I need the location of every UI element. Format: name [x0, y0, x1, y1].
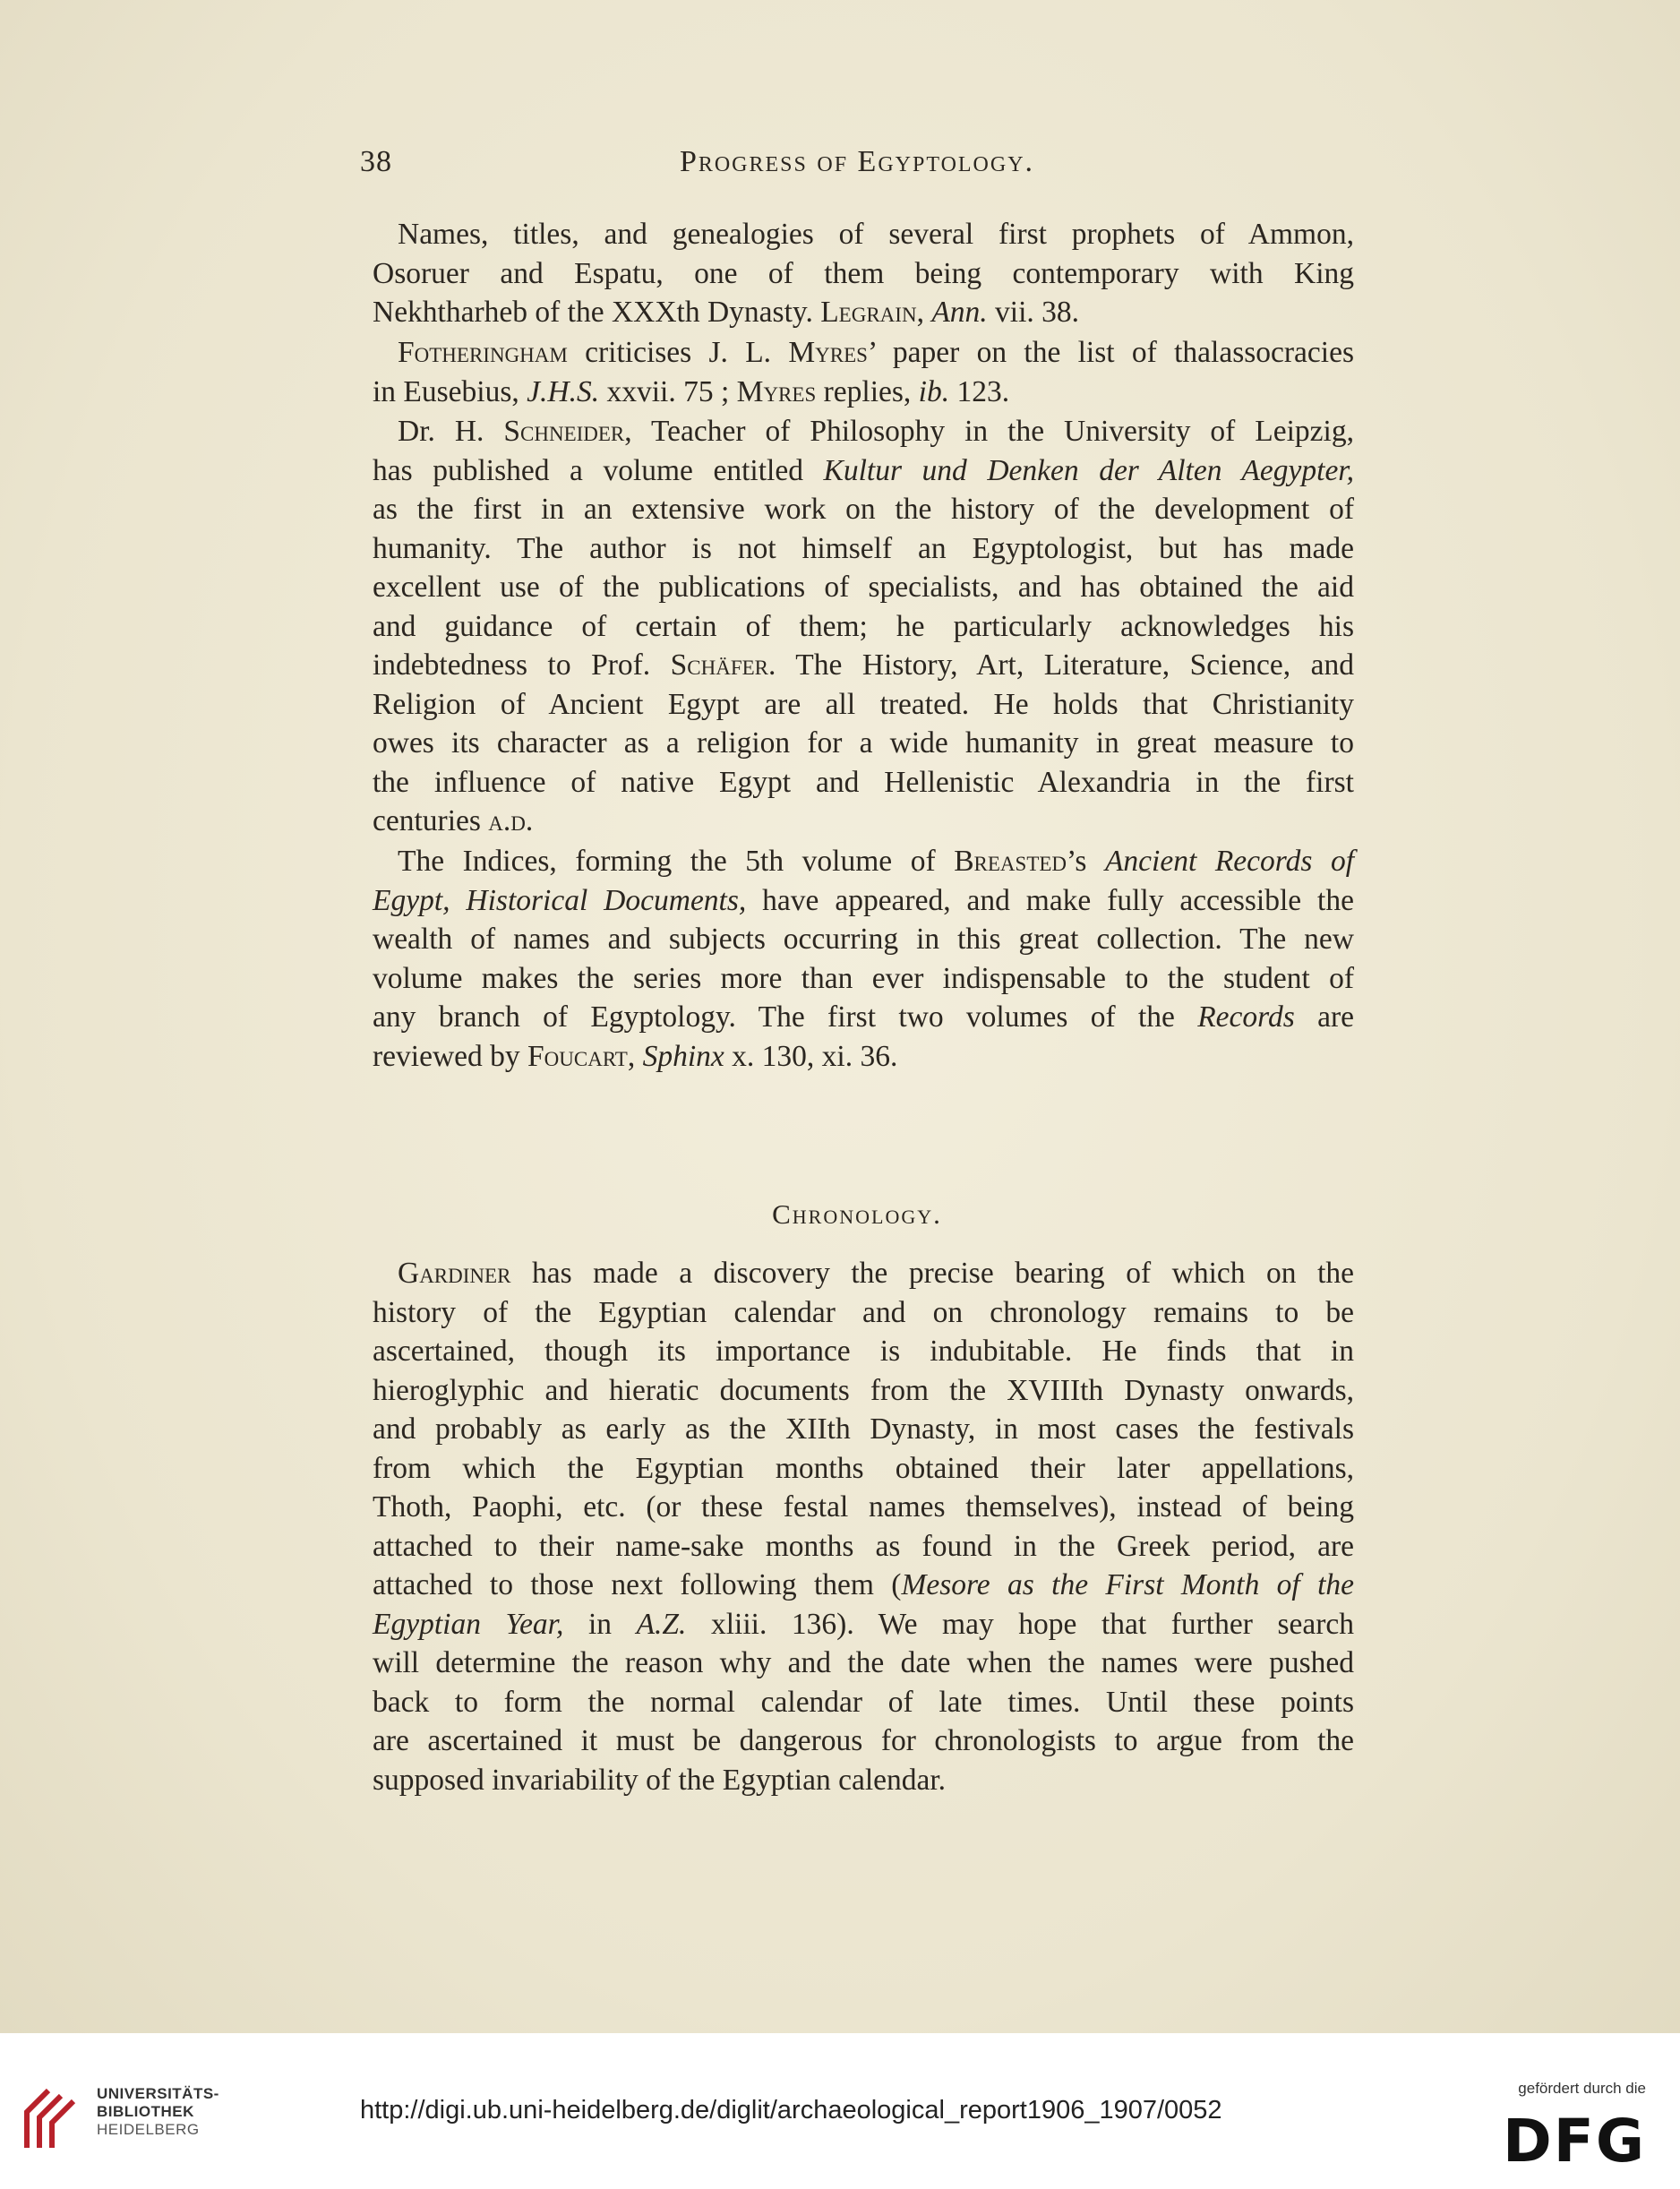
footer-bar: [0, 2033, 1680, 2189]
text-run: humanity. The author is not himself an Egyptologist, but has made: [373, 531, 1354, 565]
text-line: [373, 1566, 1354, 1605]
paragraph: [373, 333, 1354, 411]
small-caps-name: Myres: [736, 374, 817, 408]
text-run: history of the Egyptian calendar and on chronology remains to be: [373, 1295, 1354, 1329]
sponsor-label: gefördert durch die: [1518, 2080, 1646, 2097]
text-line: [373, 959, 1354, 999]
text-run: any branch of Egyptology. The first two volumes of the: [373, 1000, 1198, 1034]
text-run: ’ paper on the list of thalassocracies: [867, 336, 1354, 369]
permalink-url[interactable]: http://digi.ub.uni-heidelberg.de/diglit/archaeological_report1906_1907/0052: [360, 2096, 1222, 2125]
text-run: Thoth, Paophi, etc. (or these festal names themselves), instead of being: [373, 1490, 1354, 1524]
text-run: 123.: [949, 374, 1010, 408]
text-run: and guidance of certain of them; he particularly acknowledges his: [373, 609, 1354, 643]
text-line: [373, 646, 1354, 685]
text-run: The Indices, forming the 5th volume of: [398, 845, 955, 878]
text-run: supposed invariability of the Egyptian calendar.: [373, 1763, 947, 1797]
text-run: Religion of Ancient Egypt are all treated. He holds that Christianity: [373, 687, 1354, 721]
text-run: reviewed by: [373, 1039, 528, 1073]
text-run: Dr. H.: [398, 415, 504, 448]
text-line: [373, 1293, 1354, 1333]
text-run: ’s: [1067, 845, 1105, 878]
paragraph: [373, 412, 1354, 841]
italic-title: Ann.: [931, 296, 988, 329]
italic-title: ib.: [918, 374, 950, 408]
section-heading: Chronology.: [772, 1198, 942, 1230]
text-line: [373, 724, 1354, 763]
text-run: criticises J. L.: [567, 336, 789, 369]
library-name-line1: UNIVERSITÄTS-: [97, 2085, 219, 2102]
small-caps-name: a.d.: [488, 804, 534, 837]
text-line: [373, 254, 1354, 294]
text-run: ascertained, though its importance is indubitable. He finds that in: [373, 1335, 1354, 1368]
text-line: [373, 1037, 1354, 1077]
text-run: wealth of names and subjects occurring in this great collection. The new: [373, 923, 1354, 956]
text-run: back to form the normal calendar of late times. Until these points: [373, 1685, 1354, 1719]
text-run: Nekhtharheb of the XXXth Dynasty.: [373, 296, 821, 329]
text-line: [373, 1605, 1354, 1644]
text-run: as the first in an extensive work on the history of the development of: [373, 493, 1354, 526]
text-run: has made a discovery the precise bearing of which on the: [510, 1257, 1354, 1290]
text-run: are: [1294, 1000, 1354, 1034]
italic-title: Records: [1197, 1000, 1295, 1034]
text-run: have appeared, and make fully accessible the: [746, 883, 1354, 917]
text-run: xxvii. 75 ;: [599, 374, 737, 408]
text-line: [373, 373, 1354, 412]
text-line: [373, 998, 1354, 1037]
text-line: [373, 1721, 1354, 1761]
small-caps-name: Schäfer: [670, 648, 769, 682]
text-line: [373, 685, 1354, 725]
text-run: ,: [627, 1039, 643, 1073]
text-line: [373, 293, 1354, 332]
running-title: Progress of Egyptology.: [679, 145, 1035, 178]
text-run: excellent use of the publications of specialists, and has obtained the aid: [373, 571, 1354, 604]
small-caps-name: Myres: [788, 336, 868, 369]
text-run: in: [563, 1607, 637, 1641]
text-line: [373, 412, 1354, 451]
text-run: x. 130, xi. 36.: [724, 1039, 898, 1073]
text-line: [373, 1527, 1354, 1567]
text-run: indebtedness to Prof.: [373, 648, 671, 682]
text-line: [373, 1254, 1354, 1293]
text-run: will determine the reason why and the date when the names were pushed: [373, 1646, 1354, 1679]
text-run: from which the Egyptian months obtained their later appellations,: [373, 1451, 1354, 1485]
paragraph: [373, 842, 1354, 1076]
text-line: [373, 333, 1354, 373]
text-line: [373, 763, 1354, 803]
text-run: are ascertained it must be dangerous for chronologists to argue from the: [373, 1724, 1354, 1757]
text-line: [373, 529, 1354, 569]
small-caps-name: Gardiner: [398, 1257, 511, 1290]
page-number: 38: [360, 145, 392, 178]
text-line: [373, 1488, 1354, 1527]
text-run: ,: [916, 296, 932, 329]
text-line: [373, 215, 1354, 254]
text-run: attached to those next following them (: [373, 1568, 902, 1601]
text-line: [373, 881, 1354, 921]
university-library-logo-icon: [18, 2078, 90, 2157]
text-line: [373, 920, 1354, 959]
italic-title: Ancient Records of: [1104, 845, 1354, 878]
text-line: [373, 1761, 1354, 1800]
library-name-line3: HEIDELBERG: [97, 2121, 200, 2138]
italic-title: Kultur und Denken der Alten Aegypter,: [823, 453, 1355, 487]
text-run: centuries: [373, 804, 489, 837]
small-caps-name: Fotheringham: [398, 336, 568, 369]
paragraph: [373, 1254, 1354, 1799]
small-caps-name: Foucart: [527, 1039, 628, 1073]
italic-title: Mesore as the First Month of the: [901, 1568, 1354, 1601]
text-run: volume makes the series more than ever indispensable to the student of: [373, 961, 1354, 995]
text-run: . The History, Art, Literature, Science, and: [768, 648, 1355, 682]
small-caps-name: Legrain: [820, 296, 917, 329]
italic-title: A.Z.: [636, 1607, 687, 1641]
small-caps-name: Breasted: [954, 845, 1067, 878]
text-line: [373, 451, 1354, 491]
text-line: [373, 568, 1354, 607]
text-run: has published a volume entitled: [373, 453, 824, 487]
text-line: [373, 802, 1354, 841]
text-run: Names, titles, and genealogies of several first prophets of Ammon,: [398, 218, 1354, 251]
text-run: in Eusebius,: [373, 374, 527, 408]
text-line: [373, 1410, 1354, 1449]
text-run: and probably as early as the XIIth Dynasty, in most cases the festivals: [373, 1412, 1354, 1446]
library-name: [97, 2085, 219, 2139]
text-line: [373, 842, 1354, 881]
text-line: [373, 1683, 1354, 1722]
text-line: [373, 1449, 1354, 1489]
text-run: the influence of native Egypt and Hellenistic Alexandria in the first: [373, 765, 1354, 799]
text-line: [373, 490, 1354, 529]
dfg-logo: DFG: [1502, 2107, 1646, 2176]
italic-title: Egyptian Year,: [373, 1607, 564, 1641]
text-run: owes its character as a religion for a wide humanity in great measure to: [373, 726, 1354, 760]
italic-title: Sphinx: [642, 1039, 724, 1073]
text-run: Osoruer and Espatu, one of them being contemporary with King: [373, 256, 1354, 290]
text-run: xliii. 136). We may hope that further search: [686, 1607, 1354, 1641]
library-name-line2: BIBLIOTHEK: [97, 2103, 194, 2120]
text-line: [373, 1371, 1354, 1411]
italic-title: J.H.S.: [527, 374, 600, 408]
text-run: attached to their name-sake months as found in the Greek period, are: [373, 1529, 1354, 1563]
text-run: , Teacher of Philosophy in the University of Leipzig,: [624, 415, 1354, 448]
italic-title: Egypt, Historical Documents,: [373, 883, 747, 917]
text-run: vii. 38.: [987, 296, 1080, 329]
paragraph: [373, 215, 1354, 332]
text-line: [373, 1644, 1354, 1683]
text-line: [373, 607, 1354, 647]
small-caps-name: Schneider: [503, 415, 625, 448]
page-header: [360, 145, 1354, 190]
text-line: [373, 1332, 1354, 1371]
text-run: hieroglyphic and hieratic documents from the XVIIIth Dynasty onwards,: [373, 1373, 1354, 1407]
text-run: replies,: [816, 374, 919, 408]
